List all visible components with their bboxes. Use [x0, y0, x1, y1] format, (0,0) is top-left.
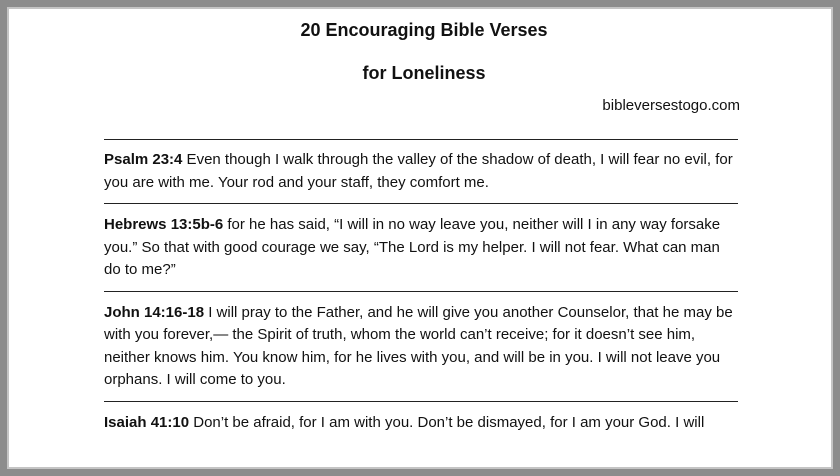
document-title: 20 Encouraging Bible Verses	[300, 20, 548, 40]
verse-text: Even though I walk through the valley of the shadow of death, I will fear no evil, for you are with me. Your rod and your staff, they comfort me.	[104, 151, 733, 191]
verse-john-14-16-18	[104, 302, 738, 392]
verse-text: Don’t be afraid, for I am with you. Don’t be dismayed, for I am your God. I will	[189, 413, 705, 431]
verse-reference: John 14:16-18	[104, 303, 205, 321]
document-page	[104, 14, 744, 434]
verse-text: I will pray to the Father, and he will give you another Counselor, that he may be with you forever,— the Spirit of truth, whom the world can’t receive; for it doesn’t see him, neither knows him. You know him, for he lives with you, and will be in you. I will not leave you orphans. I will come to you.	[104, 303, 733, 388]
verse-text: for he has said, “I will in no way leave you, neither will I in any way forsake you.” So that with good courage we say, “The Lord is my helper. I will not fear. What can man do to me?”	[104, 216, 721, 278]
verse-isaiah-41-10	[104, 412, 738, 435]
separator-line	[104, 203, 738, 204]
verse-hebrews-13-5b-6	[104, 214, 738, 282]
verse-reference: Hebrews 13:5b-6	[104, 216, 224, 233]
website-credit: bibleversestogo.com	[602, 97, 740, 114]
verse-reference: Isaiah 41:10	[104, 413, 190, 431]
document-subtitle: for Loneliness	[362, 63, 486, 83]
separator-line	[104, 139, 738, 140]
verse-psalm-23-4	[104, 149, 738, 194]
separator-line	[104, 401, 738, 402]
verse-reference: Psalm 23:4	[104, 151, 183, 168]
separator-line	[104, 291, 738, 292]
